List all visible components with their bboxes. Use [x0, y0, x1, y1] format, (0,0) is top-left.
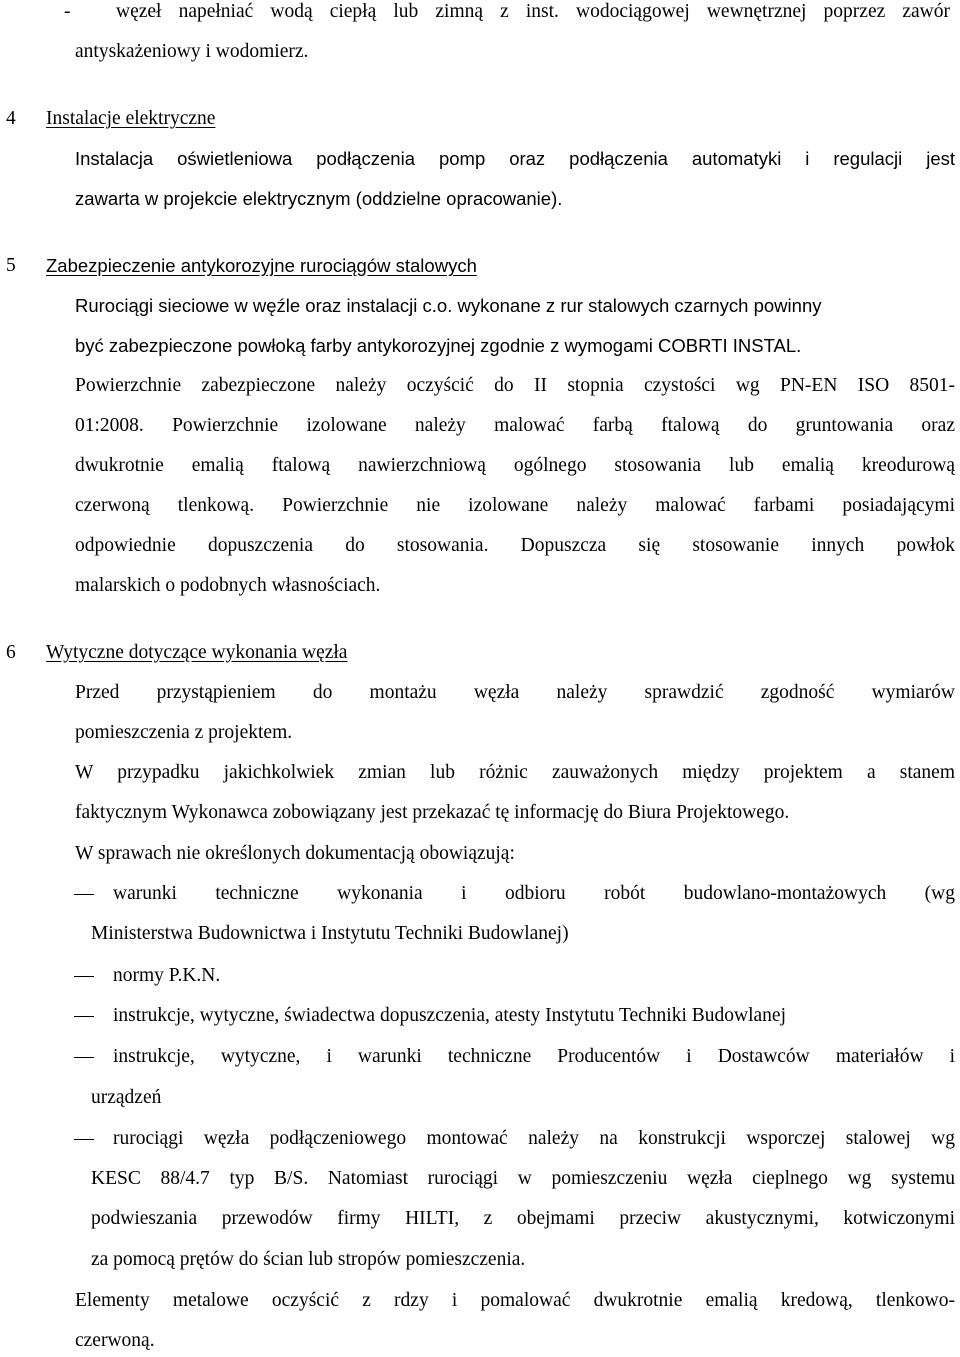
text-line: malarskich o podobnych własnościach.: [75, 575, 381, 596]
section-number: 5: [6, 255, 16, 276]
text-line: Instalacja oświetleniowa podłączenia pomp oraz podłączenia automatyki i regulacji jest: [75, 148, 955, 169]
text-line: 01:2008. Powierzchnie izolowane należy malować farbą ftalową do gruntowania oraz: [75, 415, 955, 436]
list-item: Ministerstwa Budownictwa i Instytutu Techniki Budowlanej): [91, 923, 569, 944]
list-item: instrukcje, wytyczne, i warunki techniczne Producentów i Dostawców materiałów i: [113, 1046, 955, 1067]
text-line: antyskażeniowy i wodomierz.: [75, 41, 309, 62]
list-item: podwieszania przewodów firmy HILTI, z obejmami przeciw akustycznymi, kotwiczonymi: [91, 1208, 955, 1229]
section-title: Instalacje elektryczne: [46, 108, 216, 129]
list-item: za pomocą prętów do ścian lub stropów pomieszczenia.: [91, 1249, 526, 1270]
text-line: faktycznym Wykonawca zobowiązany jest przekazać tę informację do Biura Projektowego.: [75, 802, 790, 823]
list-dash-icon: [74, 894, 94, 895]
text-line: W przypadku jakichkolwiek zmian lub różnic zauważonych między projektem a stanem: [75, 762, 955, 783]
text-line: odpowiednie dopuszczenia do stosowania. Dopuszcza się stosowanie innych powłok: [75, 535, 955, 556]
section-number: 6: [6, 642, 16, 663]
list-dash-icon: [74, 1016, 94, 1017]
list-dash-icon: [74, 976, 94, 977]
section-title: Wytyczne dotyczące wykonania węzła: [46, 642, 348, 663]
text-line: Powierzchnie zabezpieczone należy oczyścić do II stopnia czystości wg PN-EN ISO 8501-: [75, 375, 955, 396]
text-line: węzeł napełniać wodą ciepłą lub zimną z inst. wodociągowej wewnętrznej poprzez zawór: [116, 1, 950, 22]
section-title: Zabezpieczenie antykorozyjne rurociągów stalowych: [46, 255, 477, 276]
bullet-dash: -: [64, 1, 71, 22]
text-line: być zabezpieczone powłoką farby antykorozyjnej zgodnie z wymogami COBRTI INSTAL.: [75, 335, 802, 356]
text-line: Rurociągi sieciowe w węźle oraz instalacji c.o. wykonane z rur stalowych czarnych powinny: [75, 295, 822, 316]
text-line: pomieszczenia z projektem.: [75, 722, 293, 743]
text-line: czerwoną.: [75, 1330, 155, 1351]
list-item: urządzeń: [91, 1087, 162, 1108]
list-item: instrukcje, wytyczne, świadectwa dopuszczenia, atesty Instytutu Techniki Budowlanej: [113, 1005, 786, 1026]
section-number: 4: [6, 108, 16, 129]
text-line: zawarta w projekcie elektrycznym (oddzielne opracowanie).: [75, 188, 563, 209]
text-line: dwukrotnie emalią ftalową nawierzchniową ogólnego stosowania lub emalią kreodurową: [75, 455, 955, 476]
list-item: normy P.K.N.: [113, 965, 221, 986]
text-line: Elementy metalowe oczyścić z rdzy i pomalować dwukrotnie emalią kredową, tlenkowo-: [75, 1290, 955, 1311]
list-item: rurociągi węzła podłączeniowego montować należy na konstrukcji wsporczej stalowej wg: [113, 1128, 955, 1149]
list-item: KESC 88/4.7 typ B/S. Natomiast rurociągi w pomieszczeniu węzła cieplnego wg systemu: [91, 1168, 955, 1189]
list-dash-icon: [74, 1139, 94, 1140]
text-line: Przed przystąpieniem do montażu węzła należy sprawdzić zgodność wymiarów: [75, 682, 955, 703]
list-dash-icon: [74, 1057, 94, 1058]
list-item: warunki techniczne wykonania i odbioru robót budowlano-montażowych (wg: [113, 883, 955, 904]
text-line: W sprawach nie określonych dokumentacją obowiązują:: [75, 843, 515, 864]
text-line: czerwoną tlenkową. Powierzchnie nie izolowane należy malować farbami posiadającymi: [75, 495, 955, 516]
